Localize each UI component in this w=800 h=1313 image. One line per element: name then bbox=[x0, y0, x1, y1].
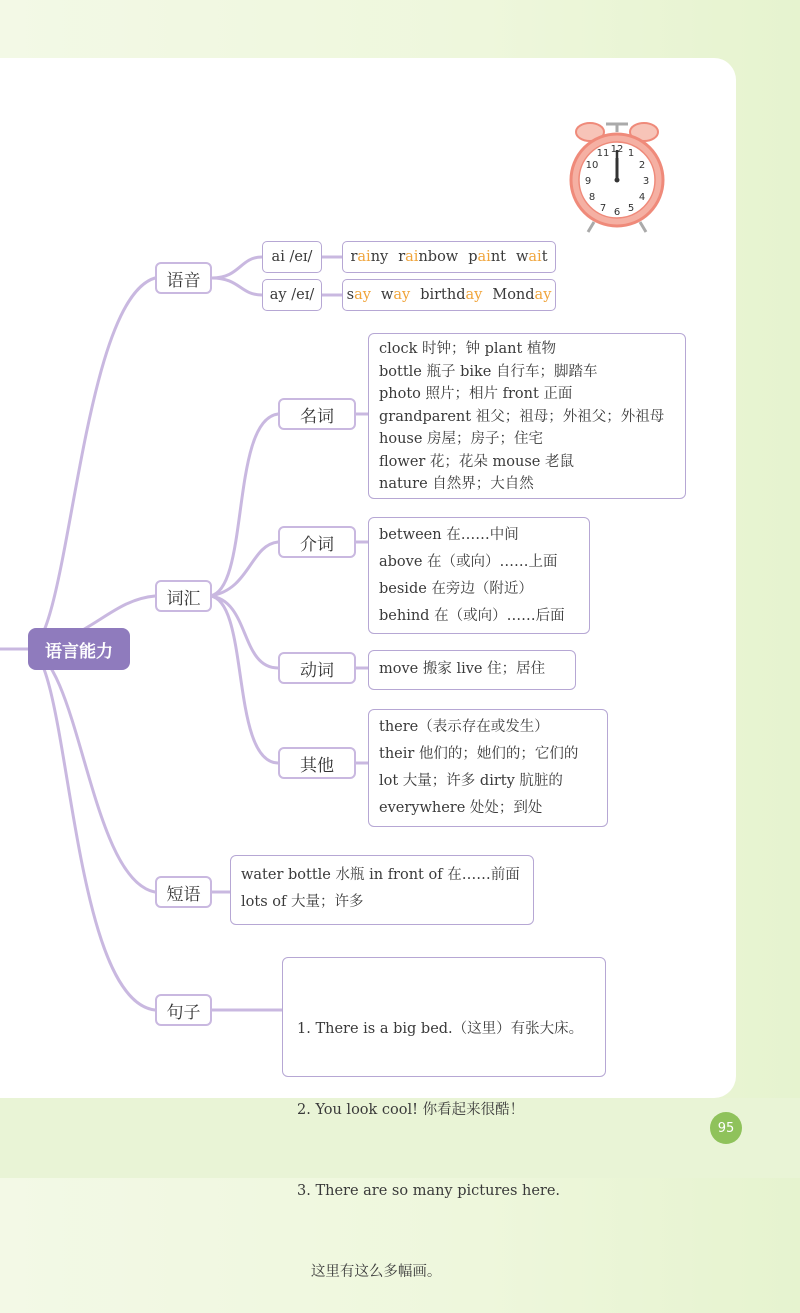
verbs-line: move 搬家 live 住；居住 bbox=[379, 661, 546, 677]
word-letters: r bbox=[350, 249, 358, 265]
highlighted-letters: ai bbox=[477, 249, 491, 265]
highlighted-letters: ay bbox=[393, 287, 411, 303]
sentence-line: 1. There is a big bed.（这里）有张大床。 bbox=[297, 1021, 584, 1037]
phonics-words-ai bbox=[342, 241, 556, 273]
nouns-line: house 房屋；房子；住宅 bbox=[379, 431, 544, 447]
preps-line: behind 在（或向）……后面 bbox=[379, 608, 565, 624]
branch-phonics: 语音 bbox=[155, 262, 212, 294]
word-letters: w bbox=[380, 287, 394, 303]
nouns-line: clock 时钟；钟 plant 植物 bbox=[379, 341, 556, 357]
clock-num-10: 10 bbox=[585, 160, 599, 171]
clock-num-8: 8 bbox=[588, 192, 596, 203]
clock-num-5: 5 bbox=[627, 203, 635, 214]
word-letters: w bbox=[515, 249, 529, 265]
clock-num-1: 1 bbox=[627, 148, 635, 159]
phrases-line: water bottle 水瓶 in front of 在……前面 bbox=[241, 867, 520, 883]
alarm-clock-icon bbox=[562, 118, 672, 236]
phonics-word bbox=[398, 249, 458, 265]
highlighted-letters: ay bbox=[354, 287, 371, 303]
phonics-word bbox=[492, 287, 551, 303]
word-letters: ny bbox=[370, 249, 389, 265]
vocab-nouns-label: 名词 bbox=[278, 398, 356, 430]
clock-num-9: 9 bbox=[584, 176, 592, 187]
preps-line: between 在……中间 bbox=[379, 527, 519, 543]
branch-phrases: 短语 bbox=[155, 876, 212, 908]
vocab-others-label: 其他 bbox=[278, 747, 356, 779]
phonics-sound-ai: ai /eɪ/ bbox=[262, 241, 322, 273]
word-letters: s bbox=[346, 287, 355, 303]
phonics-sound-ay: ay /eɪ/ bbox=[262, 279, 322, 311]
clock-num-7: 7 bbox=[599, 203, 607, 214]
highlighted-letters: ay bbox=[465, 287, 483, 303]
clock-num-11: 11 bbox=[596, 148, 610, 159]
preps-line: above 在（或向）……上面 bbox=[379, 554, 558, 570]
clock-num-4: 4 bbox=[638, 192, 646, 203]
word-letters: r bbox=[398, 249, 406, 265]
highlighted-letters: ai bbox=[405, 249, 419, 265]
nouns-line: flower 花；花朵 mouse 老鼠 bbox=[379, 453, 574, 470]
branch-sentences: 句子 bbox=[155, 994, 212, 1026]
phonics-word bbox=[420, 287, 482, 303]
highlighted-letters: ay bbox=[534, 287, 552, 303]
others-line: lot 大量；许多 dirty 肮脏的 bbox=[379, 773, 563, 789]
word-letters: t bbox=[541, 249, 548, 265]
word-letters: nt bbox=[490, 249, 506, 265]
phonics-words-ay bbox=[342, 279, 556, 311]
verbs-box bbox=[368, 650, 576, 690]
preps-line: beside 在旁边（附近） bbox=[379, 581, 533, 597]
others-line: there（表示存在或发生） bbox=[379, 719, 549, 735]
vocab-preps-label: 介词 bbox=[278, 526, 356, 558]
others-box bbox=[368, 709, 608, 827]
sentence-line: 2. You look cool! 你看起来很酷！ bbox=[297, 1102, 525, 1118]
page-number-badge: 95 bbox=[710, 1112, 742, 1144]
clock-num-12: 12 bbox=[610, 144, 624, 155]
phrases-box bbox=[230, 855, 534, 925]
clock-num-3: 3 bbox=[642, 176, 650, 187]
nouns-line: bottle 瓶子 bike 自行车；脚踏车 bbox=[379, 363, 598, 380]
word-letters: birthd bbox=[420, 287, 466, 303]
clock-num-2: 2 bbox=[638, 160, 646, 171]
nouns-line: photo 照片；相片 front 正面 bbox=[379, 386, 573, 402]
phonics-word bbox=[350, 249, 388, 265]
vocab-verbs-label: 动词 bbox=[278, 652, 356, 684]
highlighted-letters: ai bbox=[528, 249, 542, 265]
word-letters: Mond bbox=[492, 287, 535, 303]
phonics-word bbox=[516, 249, 548, 265]
root-node: 语言能力 bbox=[28, 628, 130, 670]
sentences-box bbox=[282, 957, 606, 1280]
nouns-line: nature 自然界；大自然 bbox=[379, 476, 534, 492]
highlighted-letters: ai bbox=[357, 249, 371, 265]
branch-vocab: 词汇 bbox=[155, 580, 212, 612]
others-line: everywhere 处处；到处 bbox=[379, 800, 543, 816]
sentence-line: 3. There are so many pictures here. bbox=[297, 1183, 561, 1199]
clock-num-6: 6 bbox=[613, 207, 621, 218]
phrases-line: lots of 大量；许多 bbox=[241, 894, 364, 910]
phonics-word bbox=[468, 249, 506, 265]
word-letters: nbow bbox=[418, 249, 459, 265]
others-line: their 他们的；她们的；它们的 bbox=[379, 746, 579, 762]
nouns-line: grandparent 祖父；祖母；外祖父；外祖母 bbox=[379, 408, 665, 425]
nouns-box bbox=[368, 333, 686, 499]
phonics-word bbox=[347, 287, 371, 303]
phonics-word bbox=[381, 287, 410, 303]
word-letters: p bbox=[468, 249, 478, 265]
sentence-line: 这里有这么多幅画。 bbox=[297, 1264, 442, 1280]
preps-box bbox=[368, 517, 590, 634]
